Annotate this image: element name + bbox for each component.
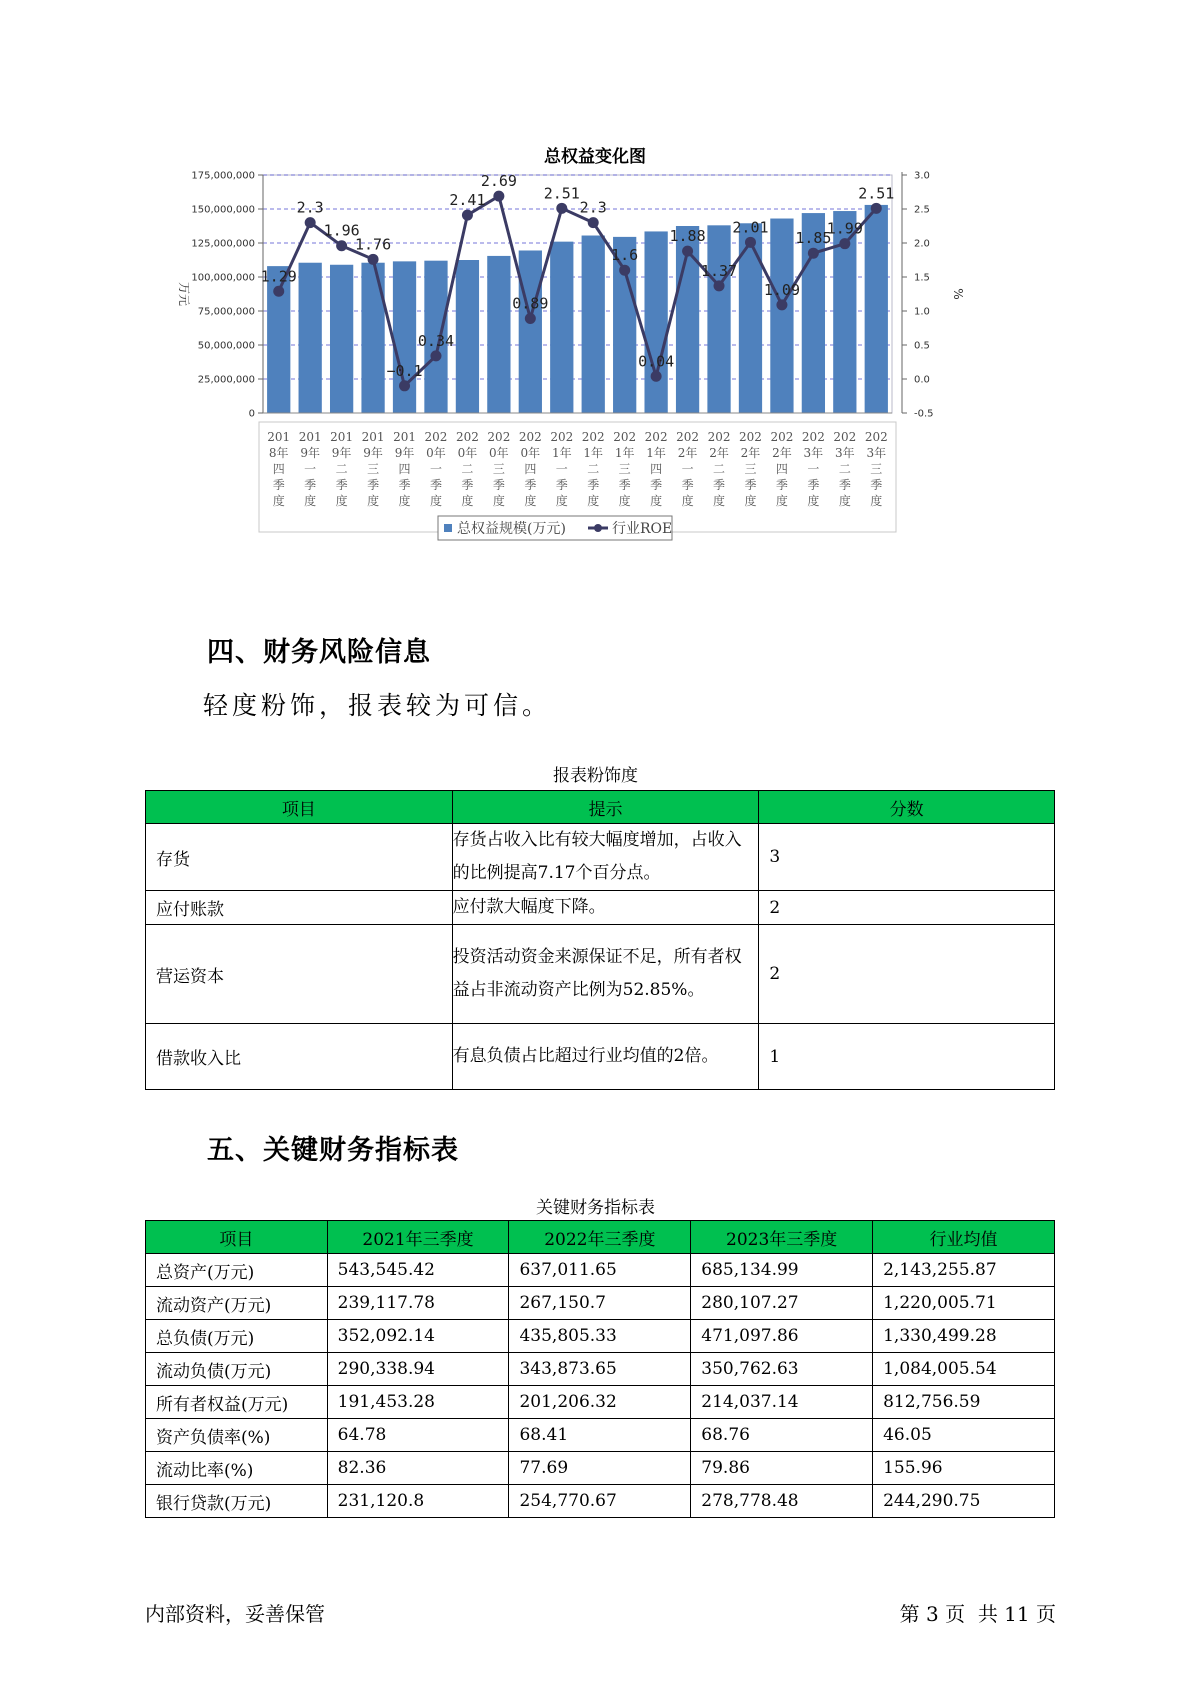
x-tick-label: 季 — [367, 478, 380, 492]
kpi-industry-avg: 1,220,005.71 — [873, 1287, 1055, 1320]
risk-item: 借款收入比 — [146, 1024, 453, 1090]
kpi-table-body — [146, 1254, 1055, 1518]
left-tick-label: 75,000,000 — [197, 306, 255, 318]
x-tick-label: 度 — [492, 494, 505, 508]
x-tick-label: 三 — [367, 462, 380, 476]
x-tick-label: 季 — [744, 478, 757, 492]
risk-table-header-row — [146, 791, 1055, 824]
risk-item: 营运资本 — [146, 925, 453, 1024]
x-tick-label: 二 — [461, 462, 474, 476]
risk-table-caption: 报表粉饰度 — [553, 766, 638, 786]
x-tick-label: 三 — [744, 462, 757, 476]
risk-header-score: 分数 — [759, 791, 1055, 824]
kpi-2023q3: 214,037.14 — [691, 1386, 873, 1419]
x-tick-label: 9年 — [300, 446, 320, 460]
x-tick-label: 202 — [550, 430, 574, 444]
x-tick-label: 0年 — [426, 446, 446, 460]
kpi-industry-avg: 812,756.59 — [873, 1386, 1055, 1419]
roe-point — [839, 238, 850, 249]
x-tick-label: 202 — [707, 430, 731, 444]
kpi-2021q3: 64.78 — [327, 1419, 509, 1452]
bar — [707, 225, 730, 413]
kpi-2021q3: 352,092.14 — [327, 1320, 509, 1353]
x-tick-label: 202 — [770, 430, 794, 444]
kpi-2023q3: 79.86 — [691, 1452, 873, 1485]
x-tick-label: 度 — [587, 494, 600, 508]
x-tick-label: 0年 — [520, 446, 541, 460]
x-tick-label: 202 — [739, 430, 762, 444]
x-tick-label: 度 — [335, 494, 348, 508]
roe-point — [871, 203, 882, 214]
x-tick-label: 3年 — [835, 446, 855, 460]
bar — [361, 263, 384, 413]
bar — [487, 256, 510, 413]
kpi-2022q3: 435,805.33 — [509, 1320, 691, 1353]
x-tick-label: 1年 — [551, 446, 572, 460]
bar — [582, 236, 605, 413]
kpi-table-caption: 关键财务指标表 — [536, 1198, 655, 1218]
x-tick-label: 季 — [555, 478, 568, 492]
kpi-industry-avg: 2,143,255.87 — [873, 1254, 1055, 1287]
roe-point — [525, 313, 536, 324]
footer-page-number: 第 3 页 共 11 页 — [899, 1602, 1056, 1626]
x-tick-label: 202 — [518, 430, 542, 444]
roe-point — [399, 380, 410, 391]
right-tick-label: 1.0 — [914, 306, 930, 318]
kpi-item: 流动资产(万元) — [146, 1287, 328, 1320]
y-axis-title-left: 万元 — [177, 281, 191, 307]
x-tick-label: 202 — [644, 430, 668, 444]
x-tick-label: 季 — [713, 478, 726, 492]
risk-hint: 投资活动资金来源保证不足，所有者权益占非流动资产比例为52.85%。 — [452, 925, 759, 1024]
x-tick-label: 201 — [298, 430, 322, 444]
kpi-table-header-row — [146, 1221, 1055, 1254]
roe-data-label: 0.89 — [512, 294, 549, 313]
roe-data-label: 2.41 — [449, 191, 486, 210]
table-row — [146, 824, 1055, 891]
x-tick-label: 202 — [424, 430, 448, 444]
bar — [770, 219, 793, 413]
kpi-2022q3: 68.41 — [509, 1419, 691, 1452]
table-row — [146, 1287, 1055, 1320]
x-tick-label: 四 — [650, 462, 663, 476]
roe-data-label: 1.29 — [260, 267, 297, 286]
roe-point — [493, 191, 504, 202]
x-tick-label: 季 — [807, 478, 820, 492]
table-row — [146, 891, 1055, 925]
risk-item: 应付账款 — [146, 891, 453, 925]
kpi-2022q3: 637,011.65 — [509, 1254, 691, 1287]
x-tick-label: 1年 — [614, 446, 635, 460]
roe-data-label: 0.04 — [638, 352, 675, 371]
x-tick-label: 度 — [650, 494, 663, 508]
legend-bar-label: 总权益规模(万元) — [457, 521, 566, 537]
kpi-2021q3: 239,117.78 — [327, 1287, 509, 1320]
roe-point — [273, 286, 284, 297]
kpi-industry-avg: 46.05 — [873, 1419, 1055, 1452]
x-tick-label: 2年 — [772, 446, 792, 460]
x-tick-label: 季 — [650, 478, 663, 492]
x-tick-label: 度 — [775, 494, 788, 508]
x-tick-label: 四 — [524, 462, 537, 476]
legend-line-marker — [594, 524, 602, 532]
x-tick-label: 季 — [272, 478, 285, 492]
kpi-industry-avg: 155.96 — [873, 1452, 1055, 1485]
left-tick-label: 0 — [248, 408, 255, 420]
left-tick-label: 25,000,000 — [197, 374, 255, 386]
kpi-item: 流动负债(万元) — [146, 1353, 328, 1386]
roe-point — [714, 280, 725, 291]
roe-point — [651, 371, 662, 382]
kpi-2022q3: 201,206.32 — [509, 1386, 691, 1419]
right-tick-label: 3.0 — [914, 170, 930, 182]
roe-point — [619, 265, 630, 276]
table-row — [146, 1320, 1055, 1353]
x-tick-label: 季 — [838, 478, 851, 492]
bar — [865, 205, 888, 413]
risk-hint: 应付款大幅度下降。 — [452, 891, 759, 925]
x-tick-label: 202 — [455, 430, 479, 444]
kpi-2023q3: 685,134.99 — [691, 1254, 873, 1287]
risk-hint: 有息负债占比超过行业均值的2倍。 — [452, 1024, 759, 1090]
x-tick-label: 201 — [267, 430, 291, 444]
table-row — [146, 1353, 1055, 1386]
section4-summary: 轻度粉饰，报表较为可信。 — [203, 691, 552, 720]
table-row — [146, 1485, 1055, 1518]
x-tick-label: 季 — [398, 478, 411, 492]
kpi-2023q3: 350,762.63 — [691, 1353, 873, 1386]
bar — [644, 231, 667, 413]
kpi-industry-avg: 244,290.75 — [873, 1485, 1055, 1518]
x-tick-label: 一 — [555, 462, 568, 476]
table-row — [146, 1254, 1055, 1287]
bar — [550, 242, 573, 413]
risk-table — [145, 790, 1055, 1090]
x-tick-label: 季 — [870, 478, 883, 492]
risk-score: 2 — [759, 925, 1055, 1024]
x-tick-label: 9年 — [394, 446, 415, 460]
roe-data-label: 2.3 — [579, 198, 607, 217]
equity-chart-svg — [170, 140, 1020, 600]
bar — [456, 260, 479, 413]
table-row — [146, 1386, 1055, 1419]
x-tick-label: 3年 — [803, 446, 824, 460]
roe-point — [682, 246, 693, 257]
risk-hint: 存货占收入比有较大幅度增加，占收入的比例提高7.17个百分点。 — [452, 824, 759, 891]
x-tick-label: 度 — [713, 494, 726, 508]
kpi-header-2021q3: 2021年三季度 — [327, 1221, 509, 1254]
x-tick-label: 度 — [807, 494, 820, 508]
right-tick-label: 2.0 — [914, 238, 930, 250]
risk-score: 3 — [759, 824, 1055, 891]
x-tick-label: 201 — [361, 430, 385, 444]
x-tick-label: 2年 — [740, 446, 761, 460]
roe-data-label: 1.96 — [323, 221, 360, 240]
kpi-industry-avg: 1,330,499.28 — [873, 1320, 1055, 1353]
x-tick-label: 季 — [429, 478, 442, 492]
kpi-item: 所有者权益(万元) — [146, 1386, 328, 1419]
left-tick-label: 175,000,000 — [191, 170, 255, 182]
roe-data-label: 2.3 — [296, 198, 324, 217]
kpi-2022q3: 77.69 — [509, 1452, 691, 1485]
roe-data-label: 2.01 — [732, 218, 769, 237]
x-tick-label: 9年 — [363, 446, 383, 460]
x-tick-label: 202 — [487, 430, 511, 444]
roe-data-label: 0.34 — [417, 331, 455, 350]
kpi-header-2022q3: 2022年三季度 — [509, 1221, 691, 1254]
risk-score: 2 — [759, 891, 1055, 925]
x-tick-label: 二 — [587, 462, 600, 476]
kpi-2022q3: 267,150.7 — [509, 1287, 691, 1320]
bar — [330, 265, 353, 413]
kpi-2021q3: 290,338.94 — [327, 1353, 509, 1386]
roe-data-label: 1.88 — [669, 227, 706, 246]
x-tick-label: 季 — [492, 478, 505, 492]
roe-point — [588, 217, 599, 228]
roe-data-label: 1.37 — [700, 261, 738, 280]
x-tick-label: 0年 — [457, 446, 478, 460]
x-tick-label: 202 — [581, 430, 605, 444]
x-tick-label: 季 — [587, 478, 600, 492]
right-tick-label: 2.5 — [914, 204, 930, 216]
roe-data-label: 2.69 — [480, 172, 517, 191]
kpi-2023q3: 471,097.86 — [691, 1320, 873, 1353]
roe-point — [305, 217, 316, 228]
kpi-header-item: 项目 — [146, 1221, 328, 1254]
x-tick-label: 度 — [681, 494, 694, 508]
roe-data-label: −0.1 — [386, 361, 423, 380]
right-tick-label: 1.5 — [914, 272, 930, 284]
section4-heading: 四、财务风险信息 — [207, 637, 431, 668]
right-tick-label: -0.5 — [914, 408, 934, 420]
bar — [299, 263, 322, 413]
x-tick-label: 一 — [807, 462, 820, 476]
roe-point — [556, 203, 567, 214]
left-tick-label: 100,000,000 — [191, 272, 255, 284]
legend-bar-swatch — [444, 524, 452, 532]
section5-heading: 五、关键财务指标表 — [207, 1135, 459, 1166]
x-tick-label: 季 — [618, 478, 631, 492]
x-tick-label: 季 — [524, 478, 537, 492]
kpi-2021q3: 231,120.8 — [327, 1485, 509, 1518]
risk-item: 存货 — [146, 824, 453, 891]
roe-data-label: 1.6 — [611, 246, 639, 265]
x-tick-label: 度 — [555, 494, 568, 508]
x-tick-label: 度 — [304, 494, 317, 508]
x-tick-label: 度 — [838, 494, 851, 508]
roe-data-label: 2.51 — [858, 184, 895, 203]
x-tick-label: 3年 — [866, 446, 887, 460]
roe-data-label: 1.99 — [826, 219, 863, 238]
roe-data-label: 1.76 — [355, 235, 392, 254]
x-tick-label: 季 — [681, 478, 694, 492]
x-tick-label: 度 — [429, 494, 442, 508]
risk-score: 1 — [759, 1024, 1055, 1090]
table-row — [146, 1452, 1055, 1485]
x-tick-label: 四 — [398, 462, 411, 476]
x-tick-label: 四 — [272, 462, 285, 476]
kpi-header-industry-avg: 行业均值 — [873, 1221, 1055, 1254]
legend-line-label: 行业ROE — [612, 521, 673, 537]
kpi-table — [145, 1220, 1055, 1518]
x-tick-label: 度 — [524, 494, 537, 508]
x-tick-label: 二 — [838, 462, 851, 476]
chart-title: 总权益变化图 — [544, 147, 646, 167]
kpi-industry-avg: 1,084,005.54 — [873, 1353, 1055, 1386]
x-tick-label: 二 — [713, 462, 726, 476]
roe-data-label: 2.51 — [543, 184, 580, 203]
x-tick-label: 202 — [864, 430, 888, 444]
roe-point — [336, 240, 347, 251]
roe-point — [808, 248, 819, 259]
x-tick-label: 202 — [676, 430, 700, 444]
left-tick-label: 125,000,000 — [191, 238, 255, 250]
kpi-item: 资产负债率(%) — [146, 1419, 328, 1452]
x-tick-label: 8年 — [268, 446, 289, 460]
x-tick-label: 度 — [398, 494, 411, 508]
kpi-2021q3: 191,453.28 — [327, 1386, 509, 1419]
right-tick-label: 0.0 — [914, 374, 930, 386]
kpi-2021q3: 82.36 — [327, 1452, 509, 1485]
x-tick-label: 度 — [272, 494, 285, 508]
x-tick-label: 2年 — [677, 446, 698, 460]
risk-header-hint: 提示 — [452, 791, 759, 824]
y-axis-title-right: % — [951, 288, 965, 300]
kpi-item: 总资产(万元) — [146, 1254, 328, 1287]
kpi-2023q3: 278,778.48 — [691, 1485, 873, 1518]
roe-point — [776, 299, 787, 310]
x-tick-label: 三 — [492, 462, 505, 476]
equity-chart — [170, 140, 1020, 600]
x-tick-label: 202 — [801, 430, 825, 444]
kpi-item: 总负债(万元) — [146, 1320, 328, 1353]
x-tick-label: 度 — [744, 494, 757, 508]
roe-point — [462, 210, 473, 221]
kpi-2023q3: 280,107.27 — [691, 1287, 873, 1320]
roe-point — [368, 254, 379, 265]
kpi-2022q3: 343,873.65 — [509, 1353, 691, 1386]
kpi-item: 流动比率(%) — [146, 1452, 328, 1485]
x-tick-label: 0年 — [489, 446, 509, 460]
kpi-header-2023q3: 2023年三季度 — [691, 1221, 873, 1254]
x-tick-label: 三 — [870, 462, 883, 476]
x-tick-label: 9年 — [331, 446, 352, 460]
left-tick-label: 150,000,000 — [191, 204, 255, 216]
x-tick-label: 一 — [304, 462, 317, 476]
x-tick-label: 度 — [618, 494, 631, 508]
x-tick-label: 二 — [335, 462, 348, 476]
roe-data-label: 1.09 — [763, 280, 800, 299]
x-tick-label: 季 — [335, 478, 348, 492]
kpi-2022q3: 254,770.67 — [509, 1485, 691, 1518]
x-tick-label: 一 — [681, 462, 694, 476]
risk-header-item: 项目 — [146, 791, 453, 824]
table-row — [146, 1419, 1055, 1452]
left-tick-label: 50,000,000 — [197, 340, 255, 352]
bar — [519, 250, 542, 413]
x-tick-label: 1年 — [646, 446, 666, 460]
x-tick-label: 2年 — [709, 446, 729, 460]
x-tick-label: 三 — [618, 462, 631, 476]
x-tick-label: 四 — [775, 462, 788, 476]
x-tick-label: 度 — [870, 494, 883, 508]
table-row — [146, 1024, 1055, 1090]
roe-data-label: 1.85 — [795, 229, 832, 248]
x-tick-label: 一 — [429, 462, 442, 476]
table-row — [146, 925, 1055, 1024]
x-tick-label: 度 — [461, 494, 474, 508]
x-tick-label: 季 — [304, 478, 317, 492]
x-tick-label: 季 — [775, 478, 788, 492]
kpi-item: 银行贷款(万元) — [146, 1485, 328, 1518]
x-tick-label: 202 — [833, 430, 857, 444]
x-tick-label: 202 — [613, 430, 637, 444]
kpi-2023q3: 68.76 — [691, 1419, 873, 1452]
roe-point — [745, 237, 756, 248]
x-tick-label: 1年 — [583, 446, 604, 460]
roe-point — [430, 350, 441, 361]
right-tick-label: 0.5 — [914, 340, 930, 352]
x-tick-label: 季 — [461, 478, 474, 492]
x-tick-label: 201 — [330, 430, 354, 444]
x-tick-label: 度 — [367, 494, 380, 508]
kpi-2021q3: 543,545.42 — [327, 1254, 509, 1287]
footer-confidential-note: 内部资料，妥善保管 — [145, 1602, 325, 1626]
x-tick-label: 201 — [393, 430, 416, 444]
